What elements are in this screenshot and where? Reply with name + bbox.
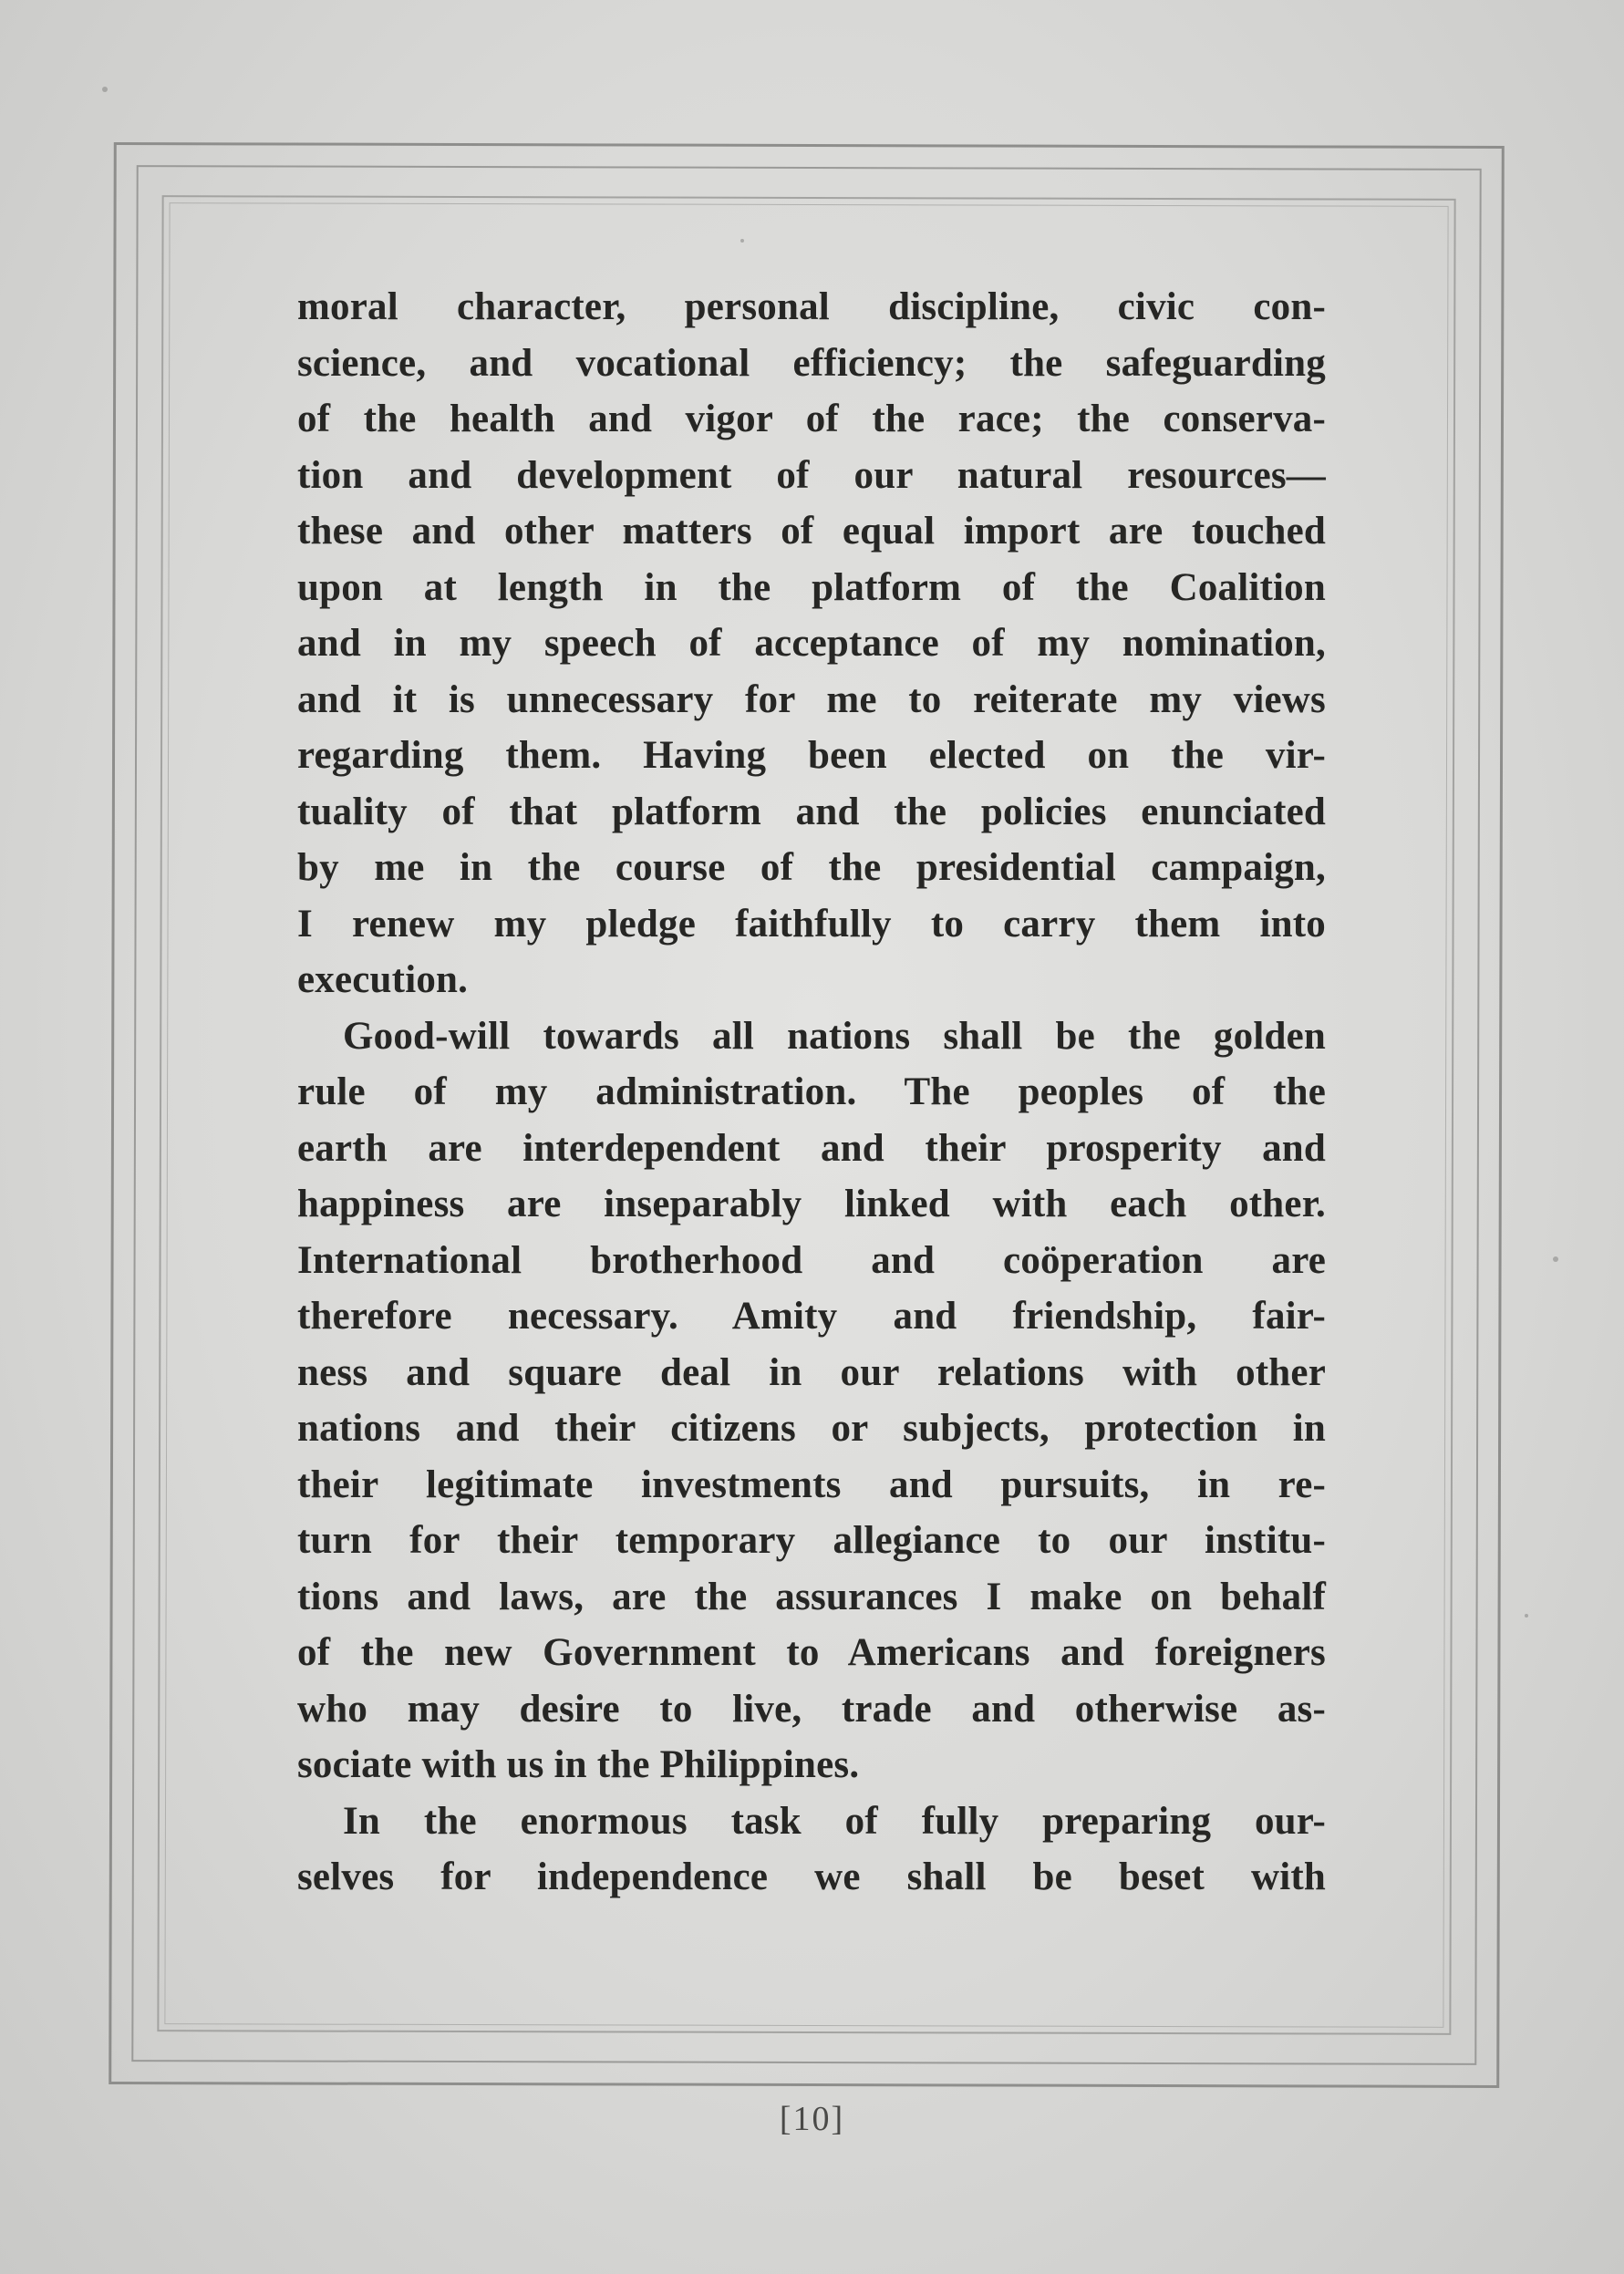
text-line: therefore necessary. Amity and friendship, fair-: [297, 1295, 1326, 1338]
text-line: who may desire to live, trade and otherwise as-: [297, 1687, 1326, 1731]
text-line: earth are interdependent and their prosperity and: [297, 1126, 1326, 1170]
page-number: [10]: [779, 2100, 845, 2138]
text-line: regarding them. Having been elected on the vir-: [297, 734, 1326, 777]
text-line-paragraph-start: In the enormous task of fully preparing our-: [343, 1799, 1326, 1843]
text-line: their legitimate investments and pursuits, in re-: [297, 1463, 1326, 1506]
text-line: upon at length in the platform of the Coalition: [297, 565, 1326, 609]
text-line: and it is unnecessary for me to reiterate my views: [297, 677, 1326, 721]
paper-speck: [102, 87, 108, 92]
text-line: rule of my administration. The peoples of the: [297, 1070, 1326, 1113]
paper-speck: [1525, 1614, 1528, 1618]
text-line: International brotherhood and coöperation are: [297, 1238, 1326, 1282]
text-line: tuality of that platform and the policies enunciated: [297, 790, 1326, 833]
paper-speck: [740, 239, 744, 243]
text-line: turn for their temporary allegiance to our institu-: [297, 1519, 1326, 1562]
text-line-paragraph-start: Good-will towards all nations shall be the golden: [343, 1014, 1326, 1058]
text-line: of the health and vigor of the race; the conserva-: [297, 398, 1326, 440]
paper-speck: [1553, 1256, 1558, 1262]
text-line: of the new Government to Americans and foreigners: [297, 1631, 1326, 1674]
text-line: science, and vocational efficiency; the safeguarding: [297, 341, 1326, 385]
text-line: ness and square deal in our relations with other: [297, 1350, 1326, 1394]
text-line: by me in the course of the presidential campaign,: [297, 846, 1326, 889]
text-line: tion and development of our natural resources—: [297, 453, 1326, 497]
text-line-paragraph-end: execution.: [297, 958, 469, 1001]
text-line: happiness are inseparably linked with each other.: [297, 1183, 1326, 1225]
text-line: and in my speech of acceptance of my nomination,: [297, 622, 1326, 665]
text-line: these and other matters of equal import are touched: [297, 510, 1326, 553]
body-text: [297, 279, 1326, 1906]
text-line: nations and their citizens or subjects, protection in: [297, 1407, 1326, 1450]
text-line: selves for independence we shall be beset with: [297, 1855, 1326, 1898]
text-line-paragraph-end: sociate with us in the Philippines.: [297, 1743, 860, 1786]
text-line: moral character, personal discipline, civic con-: [297, 285, 1326, 328]
text-line: I renew my pledge faithfully to carry them into: [297, 902, 1326, 946]
text-line: tions and laws, are the assurances I make on behalf: [297, 1575, 1326, 1618]
